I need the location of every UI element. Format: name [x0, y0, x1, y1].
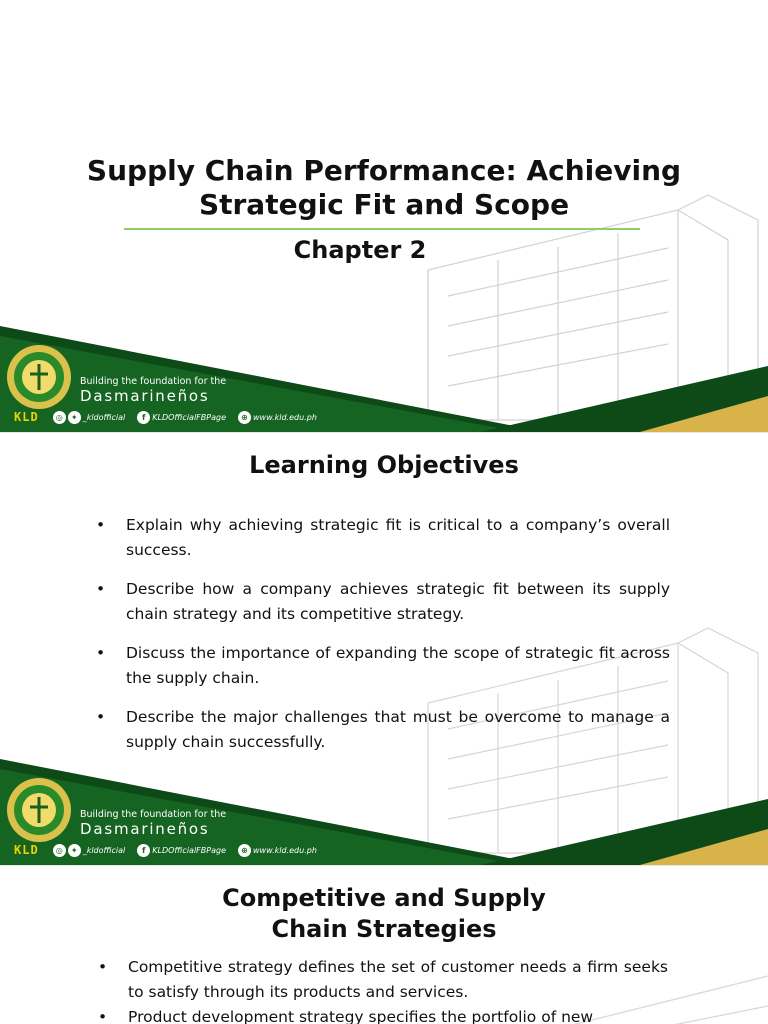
social-handle[interactable]: _kldofficial — [82, 412, 126, 422]
instagram-icon[interactable]: ◎ — [53, 411, 66, 424]
instagram-icon[interactable]: ◎ — [53, 844, 66, 857]
list-item: • Explain why achieving strategic fit is critical to a company’s overall success. — [96, 513, 670, 563]
facebook-icon[interactable]: f — [137, 844, 150, 857]
social-bar — [14, 410, 317, 424]
title-divider — [124, 228, 640, 230]
slide-learning-objectives — [0, 433, 768, 865]
list-item: • Discuss the importance of expanding the scope of strategic fit across the supply chain. — [96, 641, 670, 691]
brand-footer — [0, 759, 768, 865]
website-link[interactable]: www.kld.edu.ph — [252, 412, 317, 422]
slide-title-line2: Strategic Fit and Scope — [198, 188, 570, 221]
kld-seal-logo — [6, 777, 72, 843]
list-item: • Describe the major challenges that must be overcome to manage a supply chain successfully. — [96, 705, 670, 755]
facebook-handle[interactable]: KLDOfficialFBPage — [152, 845, 226, 855]
slide-title-line1: Competitive and Supply — [222, 884, 546, 912]
social-handle[interactable]: _kldofficial — [82, 845, 126, 855]
slide-title — [0, 0, 768, 432]
chapter-subtitle: Chapter 2 — [293, 236, 427, 264]
globe-icon[interactable]: ⊕ — [238, 844, 251, 857]
social-bar — [14, 843, 317, 857]
kld-seal-logo — [6, 344, 72, 410]
facebook-icon[interactable]: f — [137, 411, 150, 424]
objectives-list — [96, 513, 670, 755]
list-item: • Describe how a company achieves strategic fit between its supply chain strategy and its competitive strategy. — [96, 577, 670, 627]
list-item: • Competitive strategy defines the set of customer needs a firm seeks to satisfy through its products and services. — [98, 955, 668, 1005]
globe-icon[interactable]: ⊕ — [238, 411, 251, 424]
kld-wordmark: KLD — [14, 843, 39, 857]
slide-title: Learning Objectives — [249, 451, 519, 479]
twitter-icon[interactable]: ✦ — [68, 844, 81, 857]
slide-title-line2: Chain Strategies — [271, 915, 497, 943]
facebook-handle[interactable]: KLDOfficialFBPage — [152, 412, 226, 422]
website-link[interactable]: www.kld.edu.ph — [252, 845, 317, 855]
twitter-icon[interactable]: ✦ — [68, 411, 81, 424]
footer-city: Dasmarineños — [80, 820, 210, 838]
list-item: • Product development strategy specifies the portfolio of new — [98, 1005, 668, 1024]
kld-wordmark: KLD — [14, 410, 39, 424]
footer-tagline: Building the foundation for the — [80, 376, 227, 387]
strategies-list — [98, 955, 668, 1024]
slide-competitive-strategies — [0, 866, 768, 1024]
footer-tagline: Building the foundation for the — [80, 809, 227, 820]
footer-city: Dasmarineños — [80, 387, 210, 405]
slide-title-line1: Supply Chain Performance: Achieving — [86, 154, 682, 187]
brand-footer — [0, 326, 768, 432]
